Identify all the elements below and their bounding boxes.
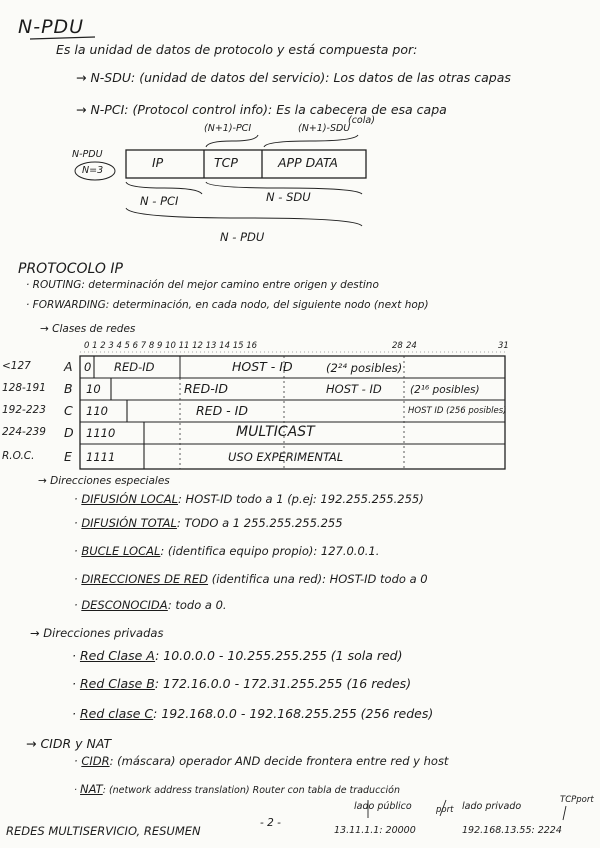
section-title-npdu: N-PDU (18, 16, 85, 38)
range-a: <127 (2, 360, 31, 372)
private-text: : 192.168.0.0 - 192.168.255.255 (256 redes) (153, 706, 434, 721)
special-item: · DESCONOCIDA: todo a 0. (74, 598, 227, 612)
class-letter-c: C (64, 403, 73, 418)
brace-n-pci: N - PCI (140, 194, 179, 208)
nat-text: : (network address translation) Router con tabla de traducción (102, 785, 400, 796)
private-item: · Red Clase B: 172.16.0.0 - 172.31.255.255 (16 redes) (72, 676, 412, 691)
bits-c: 110 (86, 404, 108, 418)
special-name: DIFUSIÓN TOTAL (81, 516, 177, 530)
bit-numbers: 0 1 2 3 4 5 6 7 8 9 10 11 12 13 14 15 16 (84, 341, 258, 351)
cidr-title: → CIDR y NAT (26, 736, 112, 751)
nat-item: · NAT: (network address translation) Router con tabla de traducción (74, 782, 400, 796)
npdu-sdu-line: → N-SDU: (unidad de datos del servicio): Los datos de las otras capas (76, 70, 511, 85)
special-name: BUCLE LOCAL (81, 544, 161, 558)
box-ip: IP (152, 155, 164, 170)
nat-name: NAT (80, 782, 103, 796)
label-cola: (cola) (348, 115, 375, 126)
special-text: : TODO a 1 255.255.255.255 (176, 516, 343, 530)
page-number: - 2 - (260, 817, 281, 829)
bit-31: 31 (498, 341, 509, 351)
special-text: (identifica una red): HOST-ID todo a 0 (208, 572, 428, 586)
nat-lado-privado: lado privado (462, 801, 522, 812)
special-name: DESCONOCIDA (81, 598, 168, 612)
box-app-data: APP DATA (278, 155, 338, 170)
cidr-text: : (máscara) operador AND decide frontera entre red y host (109, 754, 449, 768)
nat-tcp-port: TCPport (560, 795, 594, 805)
range-d: 224-239 (2, 426, 46, 438)
host-b: HOST - ID (326, 382, 382, 396)
nat-lado-publico: lado público (354, 801, 412, 812)
footer-title: REDES MULTISERVICIO, RESUMEN (6, 824, 201, 838)
nat-ip-private: 192.168.13.55: 2224 (462, 825, 562, 836)
special-name: DIRECCIONES DE RED (81, 572, 209, 586)
special-text: : (identifica equipo propio): 127.0.0.1. (160, 544, 380, 558)
range-c: 192-223 (2, 404, 46, 416)
host-c: HOST ID (256 posibles) (408, 406, 507, 416)
classes-title: → Clases de redes (40, 323, 136, 335)
nat-port: port (436, 805, 454, 815)
special-text: : HOST-ID todo a 1 (p.ej: 192.255.255.255) (178, 492, 424, 506)
note-b: (2¹⁶ posibles) (410, 384, 480, 396)
label-n1-sdu: (N+1)-SDU (298, 123, 351, 134)
private-text: : 172.16.0.0 - 172.31.255.255 (16 redes) (154, 676, 412, 691)
private-item: · Red clase C: 192.168.0.0 - 192.168.255.255 (256 redes) (72, 706, 434, 721)
ip-forwarding: · FORWARDING: determinación, en cada nodo, del siguiente nodo (next hop) (26, 299, 429, 311)
ip-routing: · ROUTING: determinación del mejor camino entre origen y destino (26, 279, 379, 291)
special-name: DIFUSIÓN LOCAL (81, 492, 179, 506)
special-item: · BUCLE LOCAL: (identifica equipo propio): 127.0.0.1. (74, 544, 380, 558)
red-e: USO EXPERIMENTAL (228, 450, 344, 464)
host-a: HOST - ID (232, 359, 293, 374)
red-b: RED-ID (184, 381, 229, 396)
npdu-pci-line: → N-PCI: (Protocol control info): Es la cabecera de esa capa (76, 102, 447, 117)
label-n1-pci: (N+1)-PCI (204, 123, 252, 134)
range-b: 128-191 (2, 382, 46, 394)
bits-a: 0 (84, 360, 92, 374)
red-a: RED-ID (114, 360, 155, 374)
special-item: · DIRECCIONES DE RED (identifica una red): HOST-ID todo a 0 (74, 572, 428, 586)
bits-d: 1110 (86, 426, 116, 440)
class-letter-a: A (64, 359, 73, 374)
special-title: → Direcciones especiales (38, 475, 170, 487)
private-item: · Red Clase A: 10.0.0.0 - 10.255.255.255 (1 sola red) (72, 648, 403, 663)
box-tcp: TCP (214, 155, 238, 170)
brace-n-sdu: N - SDU (266, 190, 311, 204)
npdu-tag: N-PDU (72, 149, 103, 160)
note-a: (2²⁴ posibles) (326, 361, 403, 375)
npdu-intro: Es la unidad de datos de protocolo y está compuesta por: (56, 42, 418, 57)
nat-ip-public: 13.11.1.1: 20000 (334, 825, 416, 836)
brace-n-pdu: N - PDU (220, 230, 265, 244)
private-text: : 10.0.0.0 - 10.255.255.255 (1 sola red) (155, 648, 403, 663)
private-name: Red clase C (79, 706, 154, 721)
private-name: Red Clase B (79, 676, 155, 691)
special-text: : todo a 0. (167, 598, 227, 612)
class-letter-d: D (64, 425, 74, 440)
red-c: RED - ID (196, 403, 248, 418)
private-name: Red Clase A (79, 648, 156, 663)
class-letter-b: B (64, 381, 73, 396)
bit-24: 24 (406, 341, 417, 351)
cidr-item: · CIDR: (máscara) operador AND decide frontera entre red y host (74, 754, 449, 768)
bit-28: 28 (392, 341, 403, 351)
npdu-tag-n: N=3 (82, 165, 104, 176)
section-title-ip: PROTOCOLO IP (18, 261, 123, 277)
range-e: R.O.C. (2, 450, 35, 462)
special-item: · DIFUSIÓN LOCAL: HOST-ID todo a 1 (p.ej: 192.255.255.255) (74, 492, 424, 506)
cidr-name: CIDR (81, 754, 110, 768)
bits-b: 10 (86, 382, 101, 396)
special-item: · DIFUSIÓN TOTAL: TODO a 1 255.255.255.255 (74, 516, 343, 530)
private-title: → Direcciones privadas (30, 626, 164, 640)
red-d: MULTICAST (236, 424, 315, 440)
class-letter-e: E (64, 449, 72, 464)
bits-e: 1111 (86, 450, 116, 464)
